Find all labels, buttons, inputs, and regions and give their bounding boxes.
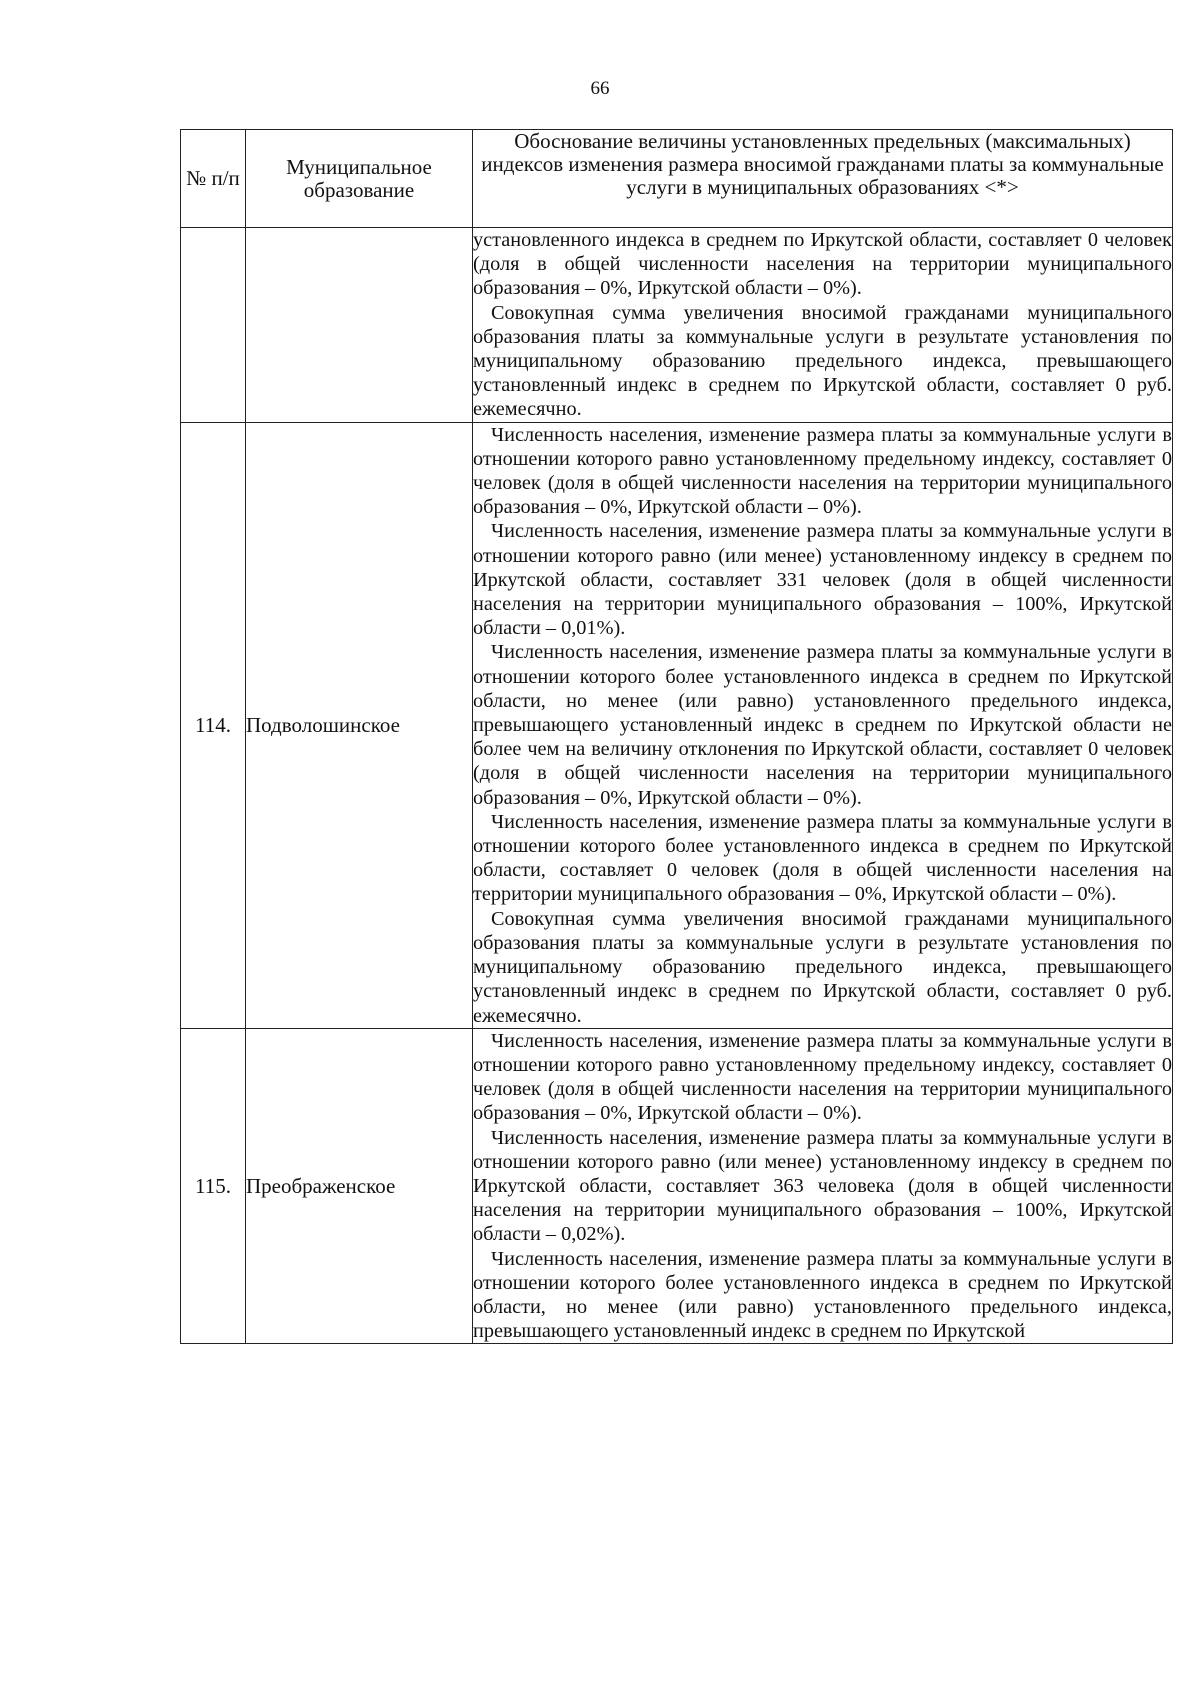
row-justification <box>473 422 1173 1028</box>
row-municipality: Подволошинское <box>246 422 473 1028</box>
justification-paragraph: Совокупная сумма увеличения вносимой гражданами муниципального образования платы за коммунальные услуги в результате установления по муниципальному образованию предельного индекса, превышающего установленный индекс в среднем по Иркутской области, составляет 0 руб. ежемесячно. <box>473 301 1172 421</box>
justification-paragraph: Совокупная сумма увеличения вносимой гражданами муниципального образования платы за коммунальные услуги в результате установления по муниципальному образованию предельного индекса, превышающего установленный индекс в среднем по Иркутской области, составляет 0 руб. ежемесячно. <box>473 907 1172 1027</box>
header-municipality: Муниципальное образование <box>246 130 473 228</box>
row-number: 114. <box>181 422 246 1028</box>
justification-paragraph: установленного индекса в среднем по Иркутской области, составляет 0 человек (доля в общей численности населения на территории муниципального образования – 0%, Иркутской области – 0%). <box>473 229 1172 300</box>
justification-table <box>180 129 1173 1344</box>
justification-paragraph: Численность населения, изменение размера платы за коммунальные услуги в отношении которого равно установленному предельному индексу, составляет 0 человек (доля в общей численности населения на территории муниципального образования – 0%, Иркутской области – 0%). <box>473 423 1172 519</box>
header-justification: Обоснование величины установленных предельных (максимальных) индексов изменения размера вносимой гражданами платы за коммунальные услуги в муниципальных образованиях <*> <box>473 130 1173 228</box>
row-municipality <box>246 228 473 423</box>
table-row-continuation <box>181 228 1173 423</box>
justification-paragraph: Численность населения, изменение размера платы за коммунальные услуги в отношении которого равно (или менее) установленному индексу в среднем по Иркутской области, составляет 331 человек (доля в общей численности населения на территории муниципального образования – 100%, Иркутской области – 0,01%). <box>473 520 1172 640</box>
row-municipality: Преображенское <box>246 1028 473 1344</box>
row-justification <box>473 1028 1173 1344</box>
table-row-114 <box>181 422 1173 1028</box>
table-row-115 <box>181 1028 1173 1344</box>
justification-paragraph: Численность населения, изменение размера платы за коммунальные услуги в отношении которого более установленного индекса в среднем по Иркутской области, но менее (или равно) установленного предельного индекса, превышающего установленный индекс в среднем по Иркутской <box>473 1247 1172 1343</box>
table-header-row <box>181 130 1173 228</box>
justification-paragraph: Численность населения, изменение размера платы за коммунальные услуги в отношении которого более установленного индекса в среднем по Иркутской области, составляет 0 человек (доля в общей численности населения на территории муниципального образования – 0%, Иркутской области – 0%). <box>473 810 1172 906</box>
row-number: 115. <box>181 1028 246 1344</box>
justification-paragraph: Численность населения, изменение размера платы за коммунальные услуги в отношении которого равно установленному предельному индексу, составляет 0 человек (доля в общей численности населения на территории муниципального образования – 0%, Иркутской области – 0%). <box>473 1029 1172 1125</box>
justification-paragraph: Численность населения, изменение размера платы за коммунальные услуги в отношении которого более установленного индекса в среднем по Иркутской области, но менее (или равно) установленного предельного индекса, превышающего установленный индекс в среднем по Иркутской области не более чем на величину отклонения по Иркутской области, составляет 0 человек (доля в общей численности населения на территории муниципального образования – 0%, Иркутской области – 0%). <box>473 641 1172 809</box>
row-number <box>181 228 246 423</box>
page-number: 66 <box>590 78 610 99</box>
justification-paragraph: Численность населения, изменение размера платы за коммунальные услуги в отношении которого равно (или менее) установленному индексу в среднем по Иркутской области, составляет 363 человека (доля в общей численности населения на территории муниципального образования – 100%, Иркутской области – 0,02%). <box>473 1126 1172 1246</box>
header-number: № п/п <box>181 130 246 228</box>
row-justification <box>473 228 1173 423</box>
